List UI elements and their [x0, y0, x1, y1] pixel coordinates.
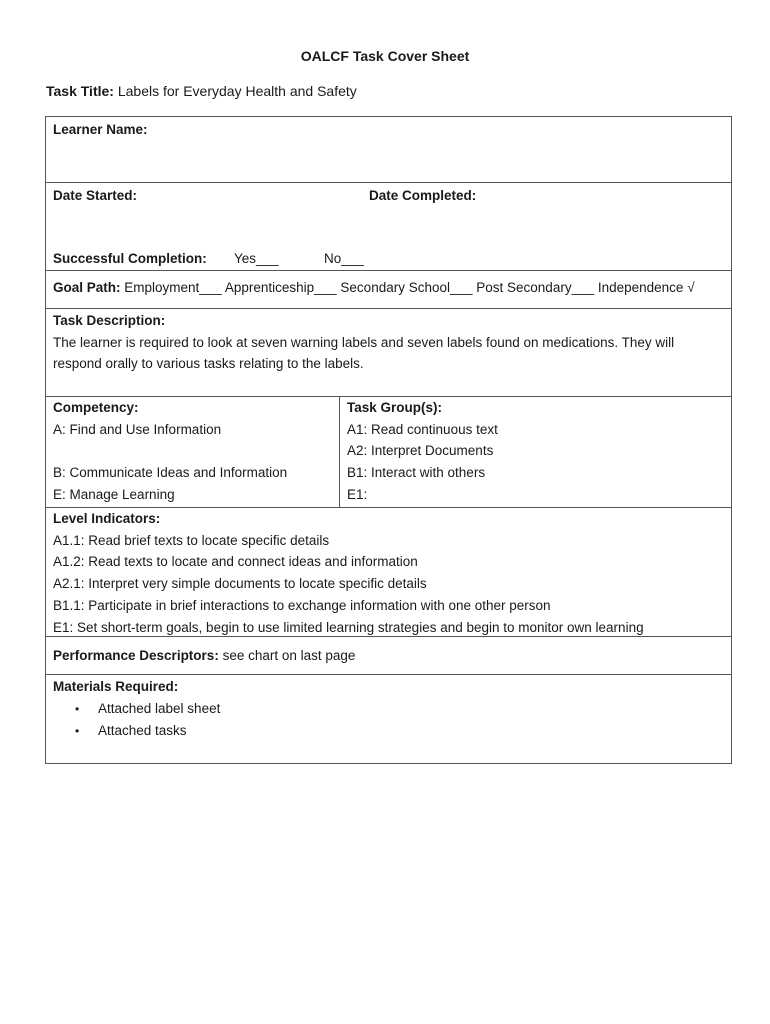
- task-groups-column: [340, 397, 731, 507]
- competency-item-b: B: Communicate Ideas and Information: [53, 465, 288, 481]
- materials-required-row: [46, 675, 731, 763]
- material-tasks: Attached tasks: [98, 723, 187, 739]
- dates-row: [46, 183, 731, 271]
- level-indicator-a2-1: A2.1: Interpret very simple documents to locate specific details: [53, 576, 427, 592]
- task-description-text: The learner is required to look at seven warning labels and seven labels found on medications. They will respond orally to various tasks relating to the labels.: [53, 334, 675, 372]
- level-indicator-e1: E1: Set short-term goals, begin to use limited learning strategies and begin to monitor own learning: [53, 619, 644, 635]
- task-group-a1: A1: Read continuous text: [347, 421, 498, 437]
- learner-name-label: Learner Name:: [53, 122, 148, 137]
- goal-path-secondary-school: Secondary School___: [336, 280, 473, 295]
- goal-path-independence: Independence √: [594, 280, 695, 295]
- bullet-icon: •: [75, 701, 80, 716]
- level-indicators-label: Level Indicators:: [53, 511, 161, 526]
- materials-list: [53, 698, 724, 743]
- materials-required-label: Materials Required:: [53, 679, 179, 694]
- task-description-label: Task Description:: [53, 313, 166, 328]
- competency-column: [46, 397, 340, 507]
- level-indicator-a1-1: A1.1: Read brief texts to locate specific details: [53, 532, 330, 548]
- successful-completion-label: Successful Completion:: [53, 251, 207, 266]
- task-group-b1: B1: Interact with others: [347, 465, 486, 481]
- list-item: [53, 698, 724, 721]
- competency-row: [46, 397, 731, 507]
- material-label-sheet: Attached label sheet: [98, 700, 221, 716]
- performance-descriptors-row: [46, 637, 731, 675]
- task-title-line: [46, 83, 357, 99]
- goal-path-employment: Employment___: [120, 280, 222, 295]
- performance-descriptors-label: Performance Descriptors:: [53, 648, 219, 663]
- task-title-label: Task Title:: [46, 83, 114, 99]
- bullet-icon: •: [75, 724, 80, 739]
- cover-sheet-form: [45, 116, 732, 764]
- level-indicators-row: [46, 507, 731, 637]
- task-group-a2: A2: Interpret Documents: [347, 443, 494, 459]
- competency-label: Competency:: [53, 400, 139, 415]
- goal-path-label: Goal Path:: [53, 280, 121, 295]
- yes-option: Yes___: [234, 251, 279, 266]
- document-title: OALCF Task Cover Sheet: [300, 48, 470, 64]
- task-title-value: Labels for Everyday Health and Safety: [113, 83, 357, 99]
- competency-spacer: [53, 440, 332, 462]
- performance-descriptors-line: [53, 645, 724, 667]
- goal-path-apprenticeship: Apprenticeship___: [221, 280, 337, 295]
- level-indicator-b1-1: B1.1: Participate in brief interactions to exchange information with one other person: [53, 597, 551, 613]
- task-groups-label: Task Group(s):: [347, 400, 443, 415]
- goal-path-post-secondary: Post Secondary___: [472, 280, 595, 295]
- task-group-e1: E1:: [347, 486, 368, 502]
- task-description-row: [46, 309, 731, 397]
- performance-descriptors-value: see chart on last page: [218, 648, 356, 663]
- learner-name-row: [46, 117, 731, 183]
- competency-item-e: E: Manage Learning: [53, 486, 175, 502]
- date-started-label: Date Started:: [53, 188, 138, 203]
- date-completed-label: Date Completed:: [369, 188, 477, 203]
- level-indicator-a1-2: A1.2: Read texts to locate and connect ideas and information: [53, 554, 418, 570]
- goal-path-line: [53, 277, 724, 299]
- goal-path-row: [46, 271, 731, 309]
- list-item: [53, 720, 724, 743]
- competency-item-a: A: Find and Use Information: [53, 421, 222, 437]
- no-option: No___: [324, 251, 364, 266]
